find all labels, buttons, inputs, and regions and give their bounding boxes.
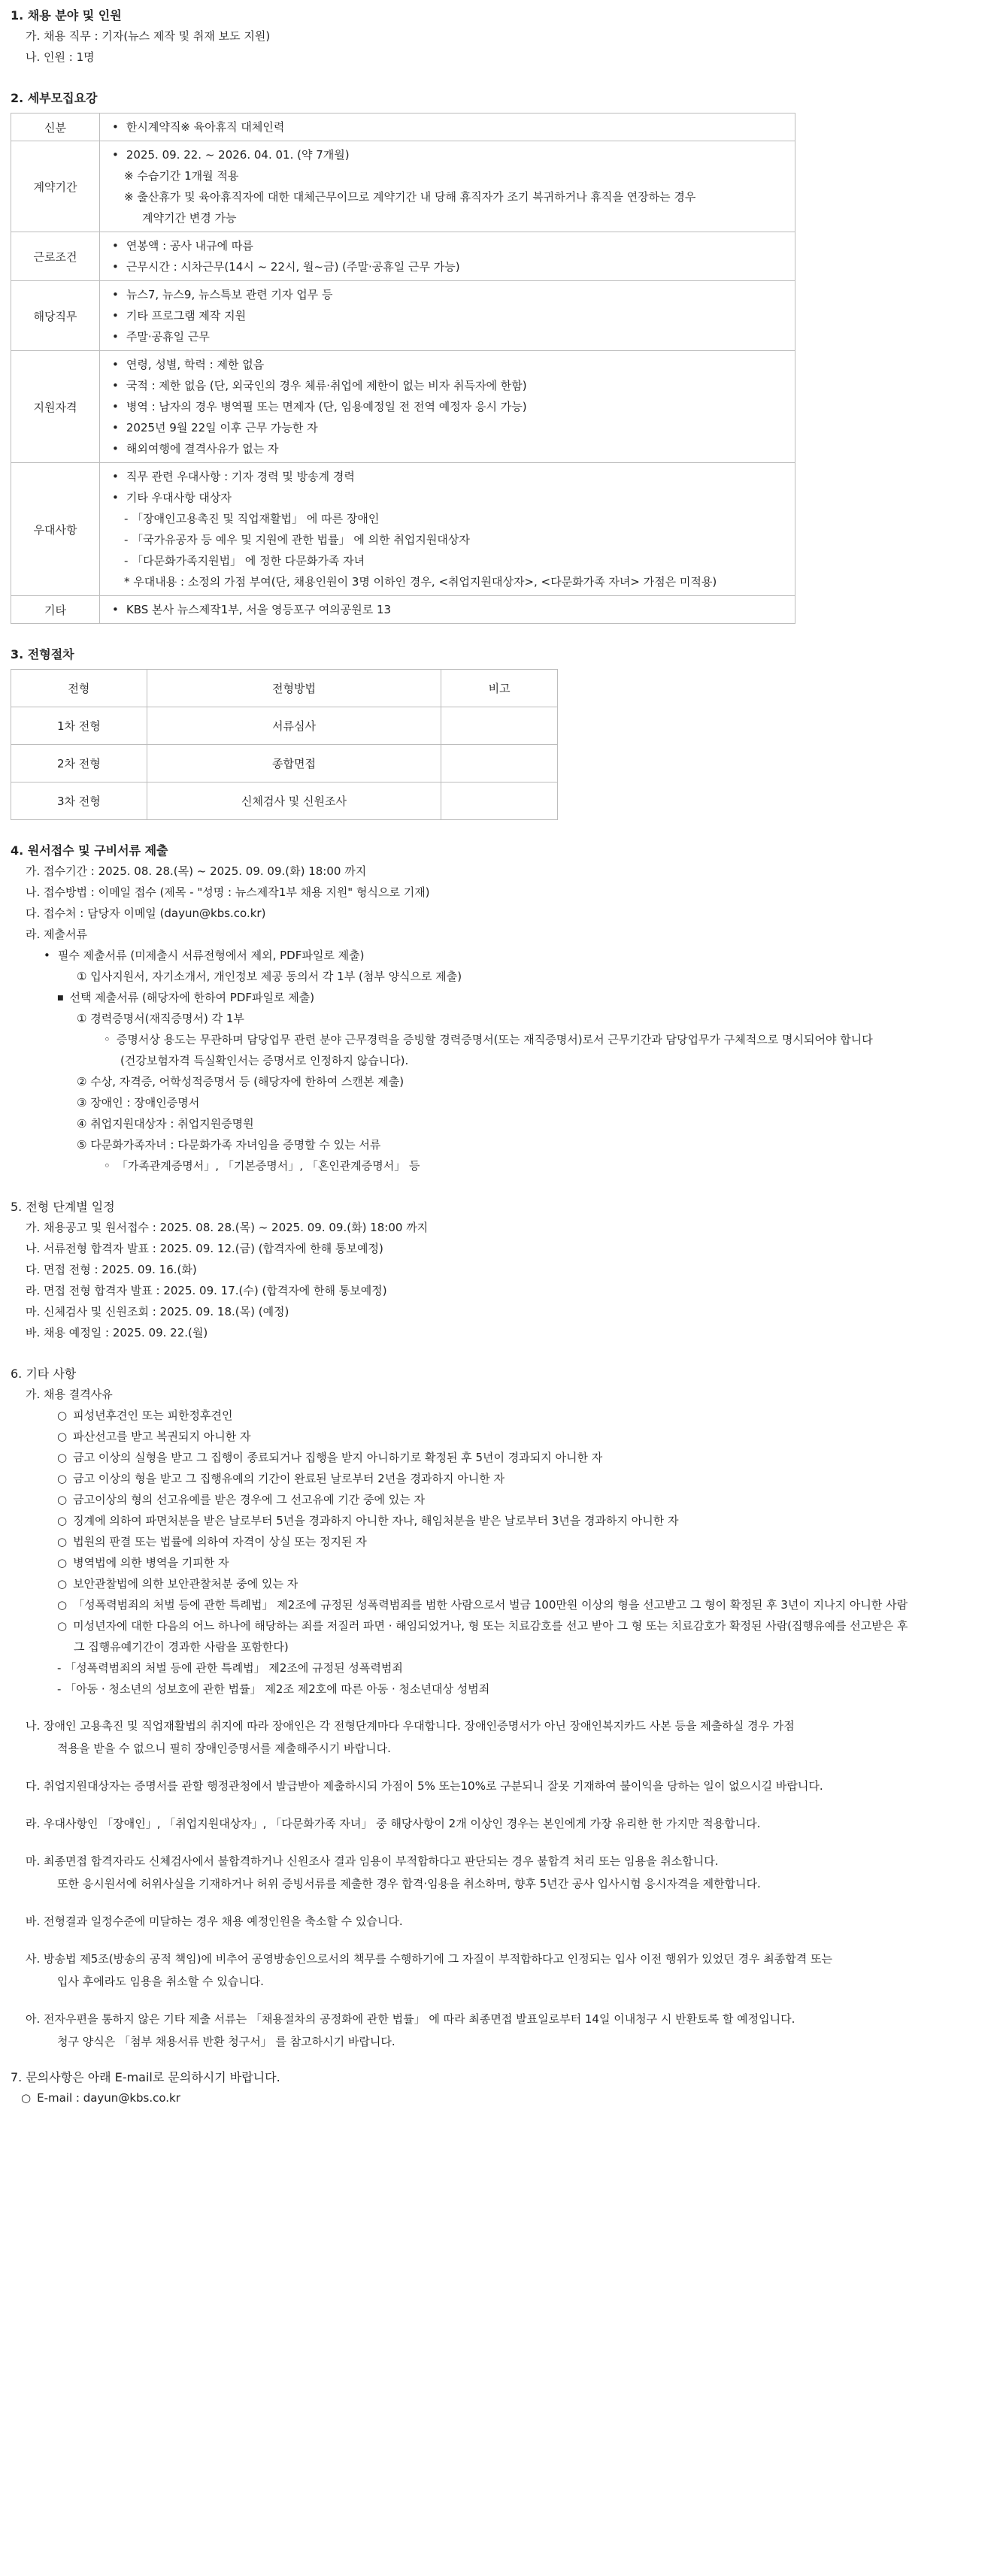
- row-item: - 「다문화가족지원법」 에 정한 다문화가족 자녀: [124, 554, 365, 568]
- table-cell: [441, 782, 558, 820]
- row-value: [100, 141, 795, 232]
- table-row: [11, 351, 795, 463]
- row-value: [100, 351, 795, 463]
- row-value: [100, 114, 795, 141]
- note-da: 다. 취업지원대상자는 증명서를 관할 행정관청에서 발급받아 제출하시되 가점이 5% 또는10%로 구분되니 잘못 기재하여 불이익을 당하는 일이 없으시길 바랍니다.: [26, 1779, 823, 1793]
- note-ma: 마. 최종면접 합격자라도 신체검사에서 불합격하거나 신원조사 결과 임용이 부적합하다고 판단되는 경우 불합격 처리 또는 임용을 취소합니다.: [26, 1854, 719, 1868]
- row-item: • 뉴스7, 뉴스9, 뉴스특보 관련 기자 업무 등: [112, 284, 786, 305]
- disqualification-item: ○ 병역법에 의한 병역을 기피한 자: [11, 1552, 1000, 1573]
- optional-doc-5-note: ◦ 「가족관계증명서」, 「기본증명서」, 「혼인관계증명서」 등: [11, 1155, 1000, 1176]
- table-row: [11, 281, 795, 351]
- disqualification-item: ○ 보안관찰법에 의한 보안관찰처분 중에 있는 자: [11, 1573, 1000, 1594]
- table-row: [11, 141, 795, 232]
- contact-email: ○ E-mail : dayun@kbs.co.kr: [11, 2087, 1000, 2108]
- note-sa: 사. 방송법 제5조(방송의 공적 책임)에 비추어 공영방송인으로서의 책무를 수행하기에 그 자질이 부적합하다고 인정되는 입사 이전 행위가 있었던 경우 최종합격 또는: [26, 1952, 832, 1966]
- table-row: [11, 596, 795, 624]
- column-header: 전형방법: [147, 670, 441, 707]
- row-item: 계약기간 변경 가능: [142, 211, 237, 225]
- s4-period: 가. 접수기간 : 2025. 08. 28.(목) ~ 2025. 09. 09.(화) 18:00 까지: [26, 864, 367, 878]
- section-6-title: 6. 기타 사항: [11, 1367, 77, 1381]
- table-cell: [441, 745, 558, 782]
- disqualification-title: 가. 채용 결격사유: [26, 1388, 113, 1401]
- disqualification-item: ○ 「성폭력범죄의 처벌 등에 관한 특례법」 제2조에 규정된 성폭력범죄를 범한 사람으로서 벌금 100만원 이상의 형을 선고받고 그 형이 확정된 후 3년이 지나지 아니한 사람: [11, 1594, 1000, 1615]
- section-4-title: 4. 원서접수 및 구비서류 제출: [11, 843, 168, 858]
- section-2-title: 2. 세부모집요강: [11, 91, 98, 105]
- s4-recipient: 다. 접수처 : 담당자 이메일 (dayun@kbs.co.kr): [26, 907, 266, 920]
- schedule-item: 마. 신체검사 및 신원조회 : 2025. 09. 18.(목) (예정): [26, 1305, 289, 1318]
- selection-process-table: [11, 669, 558, 820]
- disqualification-sub: - 「성폭력범죄의 처벌 등에 관한 특례법」 제2조에 규정된 성폭력범죄: [57, 1661, 403, 1675]
- note-ra: 라. 우대사항인 「장애인」, 「취업지원대상자」, 「다문화가족 자녀」 중 해당사항이 2개 이상인 경우는 본인에게 가장 유리한 한 가지만 적용합니다.: [26, 1817, 761, 1830]
- note-a-cont: 청구 양식은 「첨부 채용서류 반환 청구서」 를 참고하시기 바랍니다.: [57, 2035, 395, 2048]
- disqualification-item: ○ 금고 이상의 형을 받고 그 집행유예의 기간이 완료된 날로부터 2년을 경과하지 아니한 자: [11, 1468, 1000, 1489]
- note-na: 나. 장애인 고용촉진 및 직업재활법의 취지에 따라 장애인은 각 전형단계마다 우대합니다. 장애인증명서가 아닌 장애인복지카드 사본 등을 제출하실 경우 가점: [26, 1719, 795, 1733]
- required-docs-title: • 필수 제출서류 (미제출시 서류전형에서 제외, PDF파일로 제출): [11, 945, 1000, 966]
- row-item: • 직무 관련 우대사항 : 기자 경력 및 방송계 경력: [112, 466, 786, 487]
- optional-doc-2: ② 수상, 자격증, 어학성적증명서 등 (해당자에 한하여 스캔본 제출): [77, 1075, 405, 1088]
- table-header-row: [11, 670, 558, 707]
- optional-doc-1-note-cont: (건강보험자격 득실확인서는 증명서로 인정하지 않습니다).: [120, 1054, 409, 1067]
- table-row: [11, 463, 795, 596]
- disqualification-item: ○ 피성년후견인 또는 피한정후견인: [11, 1405, 1000, 1426]
- row-item: * 우대내용 : 소정의 가점 부여(단, 채용인원이 3명 이하인 경우, <취업지원대상자>, <다문화가족 자녀> 가점은 미적용): [124, 575, 717, 589]
- row-item: • 한시계약직※ 육아휴직 대체인력: [112, 117, 786, 138]
- column-header: 비고: [441, 670, 558, 707]
- table-row: [11, 114, 795, 141]
- s4-documents: 라. 제출서류: [26, 928, 87, 941]
- row-item: • 병역 : 남자의 경우 병역필 또는 면제자 (단, 임용예정일 전 전역 예정자 응시 가능): [112, 396, 786, 417]
- note-sa-cont: 입사 후에라도 임용을 취소할 수 있습니다.: [57, 1975, 264, 1988]
- row-item: • 2025. 09. 22. ~ 2026. 04. 01. (약 7개월): [112, 144, 786, 165]
- table-cell: 서류심사: [147, 707, 441, 745]
- note-ma-cont: 또한 응시원서에 허위사실을 기재하거나 허위 증빙서류를 제출한 경우 합격·임용을 취소하며, 향후 5년간 공사 입사시험 응시자격을 제한합니다.: [57, 1877, 761, 1890]
- section-1-title: 1. 채용 분야 및 인원: [11, 8, 122, 23]
- table-cell: 3차 전형: [11, 782, 147, 820]
- row-item: • KBS 본사 뉴스제작1부, 서울 영등포구 여의공원로 13: [112, 599, 786, 620]
- row-item: • 해외여행에 결격사유가 없는 자: [112, 438, 786, 459]
- row-item: ※ 수습기간 1개월 적용: [124, 169, 239, 183]
- row-value: [100, 463, 795, 596]
- note-a: 아. 전자우편을 통하지 않은 기타 제출 서류는 「채용절차의 공정화에 관한 법률」 에 따라 최종면접 발표일로부터 14일 이내청구 시 반환토록 할 예정입니다.: [26, 2012, 795, 2026]
- row-label: 신분: [11, 114, 100, 141]
- section-3-title: 3. 전형절차: [11, 647, 74, 661]
- disqualification-cont: 그 집행유예기간이 경과한 사람을 포함한다): [74, 1640, 289, 1654]
- optional-doc-5: ⑤ 다문화가족자녀 : 다문화가족 자녀임을 증명할 수 있는 서류: [77, 1138, 381, 1152]
- table-row: [11, 782, 558, 820]
- row-value: [100, 281, 795, 351]
- row-item: • 기타 우대사항 대상자: [112, 487, 786, 508]
- row-item: • 국적 : 제한 없음 (단, 외국인의 경우 체류·취업에 제한이 없는 비자 취득자에 한함): [112, 375, 786, 396]
- row-label: 우대사항: [11, 463, 100, 596]
- optional-doc-4: ④ 취업지원대상자 : 취업지원증명원: [77, 1117, 254, 1131]
- schedule-item: 라. 면접 전형 합격자 발표 : 2025. 09. 17.(수) (합격자에 한해 통보예정): [26, 1284, 387, 1297]
- row-item: - 「국가유공자 등 예우 및 지원에 관한 법률」 에 의한 취업지원대상자: [124, 533, 470, 546]
- schedule-item: 바. 채용 예정일 : 2025. 09. 22.(월): [26, 1326, 208, 1339]
- optional-doc-3: ③ 장애인 : 장애인증명서: [77, 1096, 200, 1109]
- row-label: 근로조건: [11, 232, 100, 281]
- row-label: 기타: [11, 596, 100, 624]
- schedule-item: 나. 서류전형 합격자 발표 : 2025. 09. 12.(금) (합격자에 한해 통보예정): [26, 1242, 383, 1255]
- row-value: [100, 596, 795, 624]
- row-value: [100, 232, 795, 281]
- optional-docs-title: ■ 선택 제출서류 (해당자에 한하여 PDF파일로 제출): [11, 987, 1000, 1008]
- row-label: 지원자격: [11, 351, 100, 463]
- row-item: • 2025년 9월 22일 이후 근무 가능한 자: [112, 417, 786, 438]
- row-label: 해당직무: [11, 281, 100, 351]
- disqualification-item: ○ 미성년자에 대한 다음의 어느 하나에 해당하는 죄를 저질러 파면 · 해임되었거나, 형 또는 치료감호를 선고 받아 그 형 또는 치료감호가 확정된 사람(집행유예를 선고받은 후: [11, 1615, 1000, 1636]
- table-row: [11, 707, 558, 745]
- disqualification-sub: - 「아동 · 청소년의 성보호에 관한 법률」 제2조 제2호에 따른 아동 · 청소년대상 성범죄: [57, 1682, 490, 1696]
- row-item: - 「장애인고용촉진 및 직업재활법」 에 따른 장애인: [124, 512, 380, 525]
- row-item: • 연령, 성별, 학력 : 제한 없음: [112, 354, 786, 375]
- section-7-title: 7. 문의사항은 아래 E-mail로 문의하시기 바랍니다.: [11, 2070, 280, 2084]
- row-item: • 근무시간 : 시차근무(14시 ~ 22시, 월~금) (주말·공휴일 근무 가능): [112, 256, 786, 277]
- optional-doc-1-note: ◦ 증명서상 용도는 무관하며 담당업무 관련 분야 근무경력을 증빙할 경력증명서(또는 재직증명서)로서 근무기간과 담당업무가 구체적으로 명시되어야 합니다: [11, 1029, 1000, 1050]
- disqualification-item: ○ 금고 이상의 실형을 받고 그 집행이 종료되거나 집행을 받지 아니하기로 확정된 후 5년이 경과되지 아니한 자: [11, 1447, 1000, 1468]
- row-item: • 연봉액 : 공사 내규에 따름: [112, 235, 786, 256]
- disqualification-item: ○ 파산선고를 받고 복권되지 아니한 자: [11, 1426, 1000, 1447]
- disqualification-item: ○ 징계에 의하여 파면처분을 받은 날로부터 5년을 경과하지 아니한 자나, 해임처분을 받은 날로부터 3년을 경과하지 아니한 자: [11, 1510, 1000, 1531]
- row-item: • 주말·공휴일 근무: [112, 326, 786, 347]
- table-cell: [441, 707, 558, 745]
- disqualification-item: ○ 법원의 판결 또는 법률에 의하여 자격이 상실 또는 정지된 자: [11, 1531, 1000, 1552]
- table-cell: 신체검사 및 신원조사: [147, 782, 441, 820]
- disqualification-item: ○ 금고이상의 형의 선고유예를 받은 경우에 그 선고유예 기간 중에 있는 자: [11, 1489, 1000, 1510]
- s1-line-headcount: 나. 인원 : 1명: [26, 50, 95, 64]
- row-item: • 기타 프로그램 제작 지원: [112, 305, 786, 326]
- s4-method: 나. 접수방법 : 이메일 접수 (제목 - "성명 : 뉴스제작1부 채용 지원" 형식으로 기재): [26, 885, 430, 899]
- note-na-cont: 적용을 받을 수 없으니 필히 장애인증명서를 제출해주시기 바랍니다.: [57, 1742, 391, 1755]
- recruitment-details-table: [11, 113, 795, 624]
- table-row: [11, 232, 795, 281]
- table-cell: 2차 전형: [11, 745, 147, 782]
- table-row: [11, 745, 558, 782]
- row-label: 계약기간: [11, 141, 100, 232]
- table-cell: 종합면접: [147, 745, 441, 782]
- s1-line-job: 가. 채용 직무 : 기자(뉴스 제작 및 취재 보도 지원): [26, 29, 271, 43]
- row-item: ※ 출산휴가 및 육아휴직자에 대한 대체근무이므로 계약기간 내 당해 휴직자가 조기 복귀하거나 휴직을 연장하는 경우: [124, 190, 696, 204]
- required-docs-item: ① 입사지원서, 자기소개서, 개인정보 제공 동의서 각 1부 (첨부 양식으로 제출): [77, 970, 462, 983]
- note-ba: 바. 전형결과 일정수준에 미달하는 경우 채용 예정인원을 축소할 수 있습니다.: [26, 1915, 403, 1928]
- table-cell: 1차 전형: [11, 707, 147, 745]
- schedule-item: 다. 면접 전형 : 2025. 09. 16.(화): [26, 1263, 197, 1276]
- section-5-title: 5. 전형 단계별 일정: [11, 1200, 115, 1214]
- column-header: 전형: [11, 670, 147, 707]
- schedule-item: 가. 채용공고 및 원서접수 : 2025. 08. 28.(목) ~ 2025. 09. 09.(화) 18:00 까지: [26, 1221, 429, 1234]
- optional-doc-1: ① 경력증명서(재직증명서) 각 1부: [77, 1012, 244, 1025]
